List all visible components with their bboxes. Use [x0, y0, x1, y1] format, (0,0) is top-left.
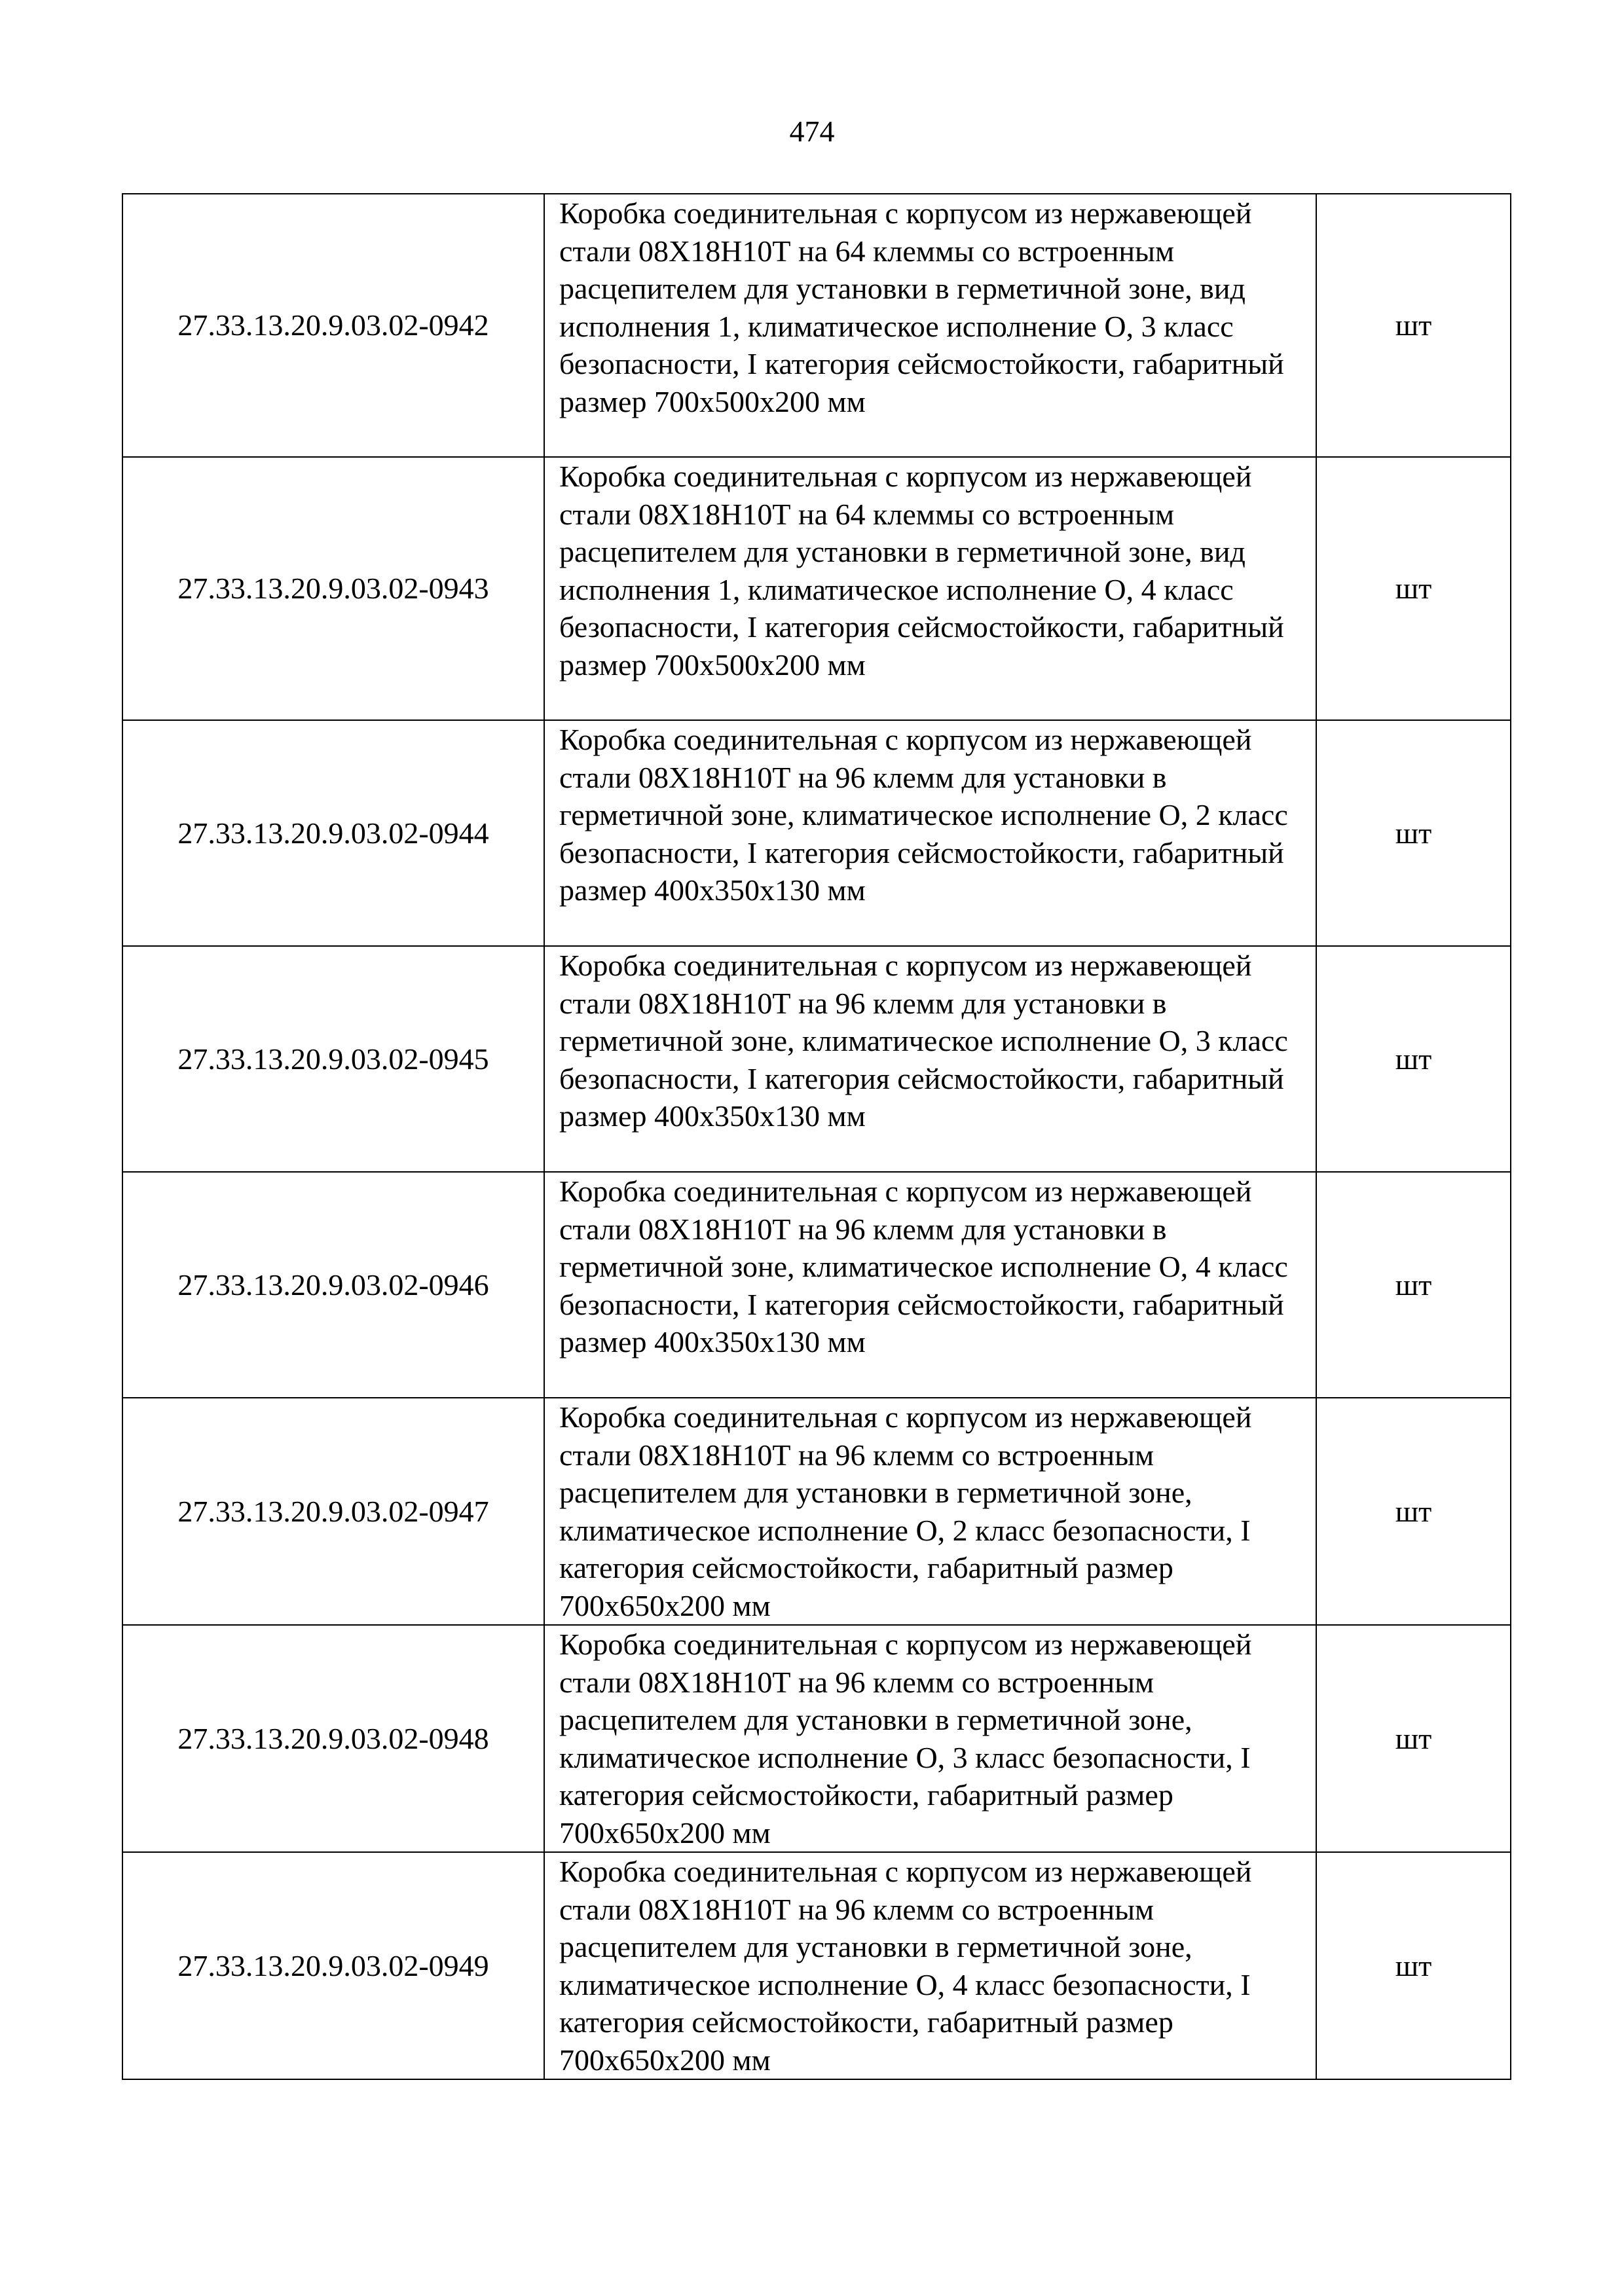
table-row	[122, 720, 1511, 946]
table-row	[122, 1172, 1511, 1398]
resource-code: 27.33.13.20.9.03.02-0943	[122, 457, 544, 720]
resource-name: Коробка соединительная с корпусом из нержавеющей стали 08Х18Н10Т на 96 клемм для установки в герметичной зоне, климатическое исполнение О, 3 класс безопасности, I категория сейсмостойкости, габаритный размер 400х350х130 мм	[544, 946, 1316, 1172]
resource-name: Коробка соединительная с корпусом из нержавеющей стали 08Х18Н10Т на 64 клеммы со встроенным расцепителем для установки в герметичной зоне, вид исполнения 1, климатическое исполнение О, 4 класс безопасности, I категория сейсмостойкости, габаритный размер 700х500х200 мм	[544, 457, 1316, 720]
resource-name: Коробка соединительная с корпусом из нержавеющей стали 08Х18Н10Т на 96 клемм со встроенным расцепителем для установки в герметичной зоне, климатическое исполнение О, 4 класс безопасности, I категория сейсмостойкости, габаритный размер 700х650х200 мм	[544, 1852, 1316, 2079]
unit-of-measure: шт	[1316, 457, 1511, 720]
unit-of-measure: шт	[1316, 1625, 1511, 1852]
resource-name: Коробка соединительная с корпусом из нержавеющей стали 08Х18Н10Т на 96 клемм со встроенным расцепителем для установки в герметичной зоне, климатическое исполнение О, 3 класс безопасности, I категория сейсмостойкости, габаритный размер 700х650х200 мм	[544, 1625, 1316, 1852]
table-row	[122, 194, 1511, 457]
table-row	[122, 1625, 1511, 1852]
resource-code: 27.33.13.20.9.03.02-0944	[122, 720, 544, 946]
resource-name: Коробка соединительная с корпусом из нержавеющей стали 08Х18Н10Т на 96 клемм для установки в герметичной зоне, климатическое исполнение О, 2 класс безопасности, I категория сейсмостойкости, габаритный размер 400х350х130 мм	[544, 720, 1316, 946]
table-row	[122, 1398, 1511, 1625]
unit-of-measure: шт	[1316, 1852, 1511, 2079]
table-row	[122, 457, 1511, 720]
resource-code: 27.33.13.20.9.03.02-0945	[122, 946, 544, 1172]
resource-code: 27.33.13.20.9.03.02-0949	[122, 1852, 544, 2079]
table-row	[122, 946, 1511, 1172]
unit-of-measure: шт	[1316, 720, 1511, 946]
unit-of-measure: шт	[1316, 1172, 1511, 1398]
unit-of-measure: шт	[1316, 946, 1511, 1172]
unit-of-measure: шт	[1316, 194, 1511, 457]
resource-code: 27.33.13.20.9.03.02-0946	[122, 1172, 544, 1398]
resource-name: Коробка соединительная с корпусом из нержавеющей стали 08Х18Н10Т на 96 клемм для установки в герметичной зоне, климатическое исполнение О, 4 класс безопасности, I категория сейсмостойкости, габаритный размер 400х350х130 мм	[544, 1172, 1316, 1398]
resource-code: 27.33.13.20.9.03.02-0942	[122, 194, 544, 457]
resource-name: Коробка соединительная с корпусом из нержавеющей стали 08Х18Н10Т на 64 клеммы со встроенным расцепителем для установки в герметичной зоне, вид исполнения 1, климатическое исполнение О, 3 класс безопасности, I категория сейсмостойкости, габаритный размер 700х500х200 мм	[544, 194, 1316, 457]
resource-name: Коробка соединительная с корпусом из нержавеющей стали 08Х18Н10Т на 96 клемм со встроенным расцепителем для установки в герметичной зоне, климатическое исполнение О, 2 класс безопасности, I категория сейсмостойкости, габаритный размер 700х650х200 мм	[544, 1398, 1316, 1625]
resource-table	[122, 193, 1511, 2080]
page-number: 474	[789, 115, 835, 148]
table-row	[122, 1852, 1511, 2079]
resource-code: 27.33.13.20.9.03.02-0948	[122, 1625, 544, 1852]
resource-code: 27.33.13.20.9.03.02-0947	[122, 1398, 544, 1625]
unit-of-measure: шт	[1316, 1398, 1511, 1625]
